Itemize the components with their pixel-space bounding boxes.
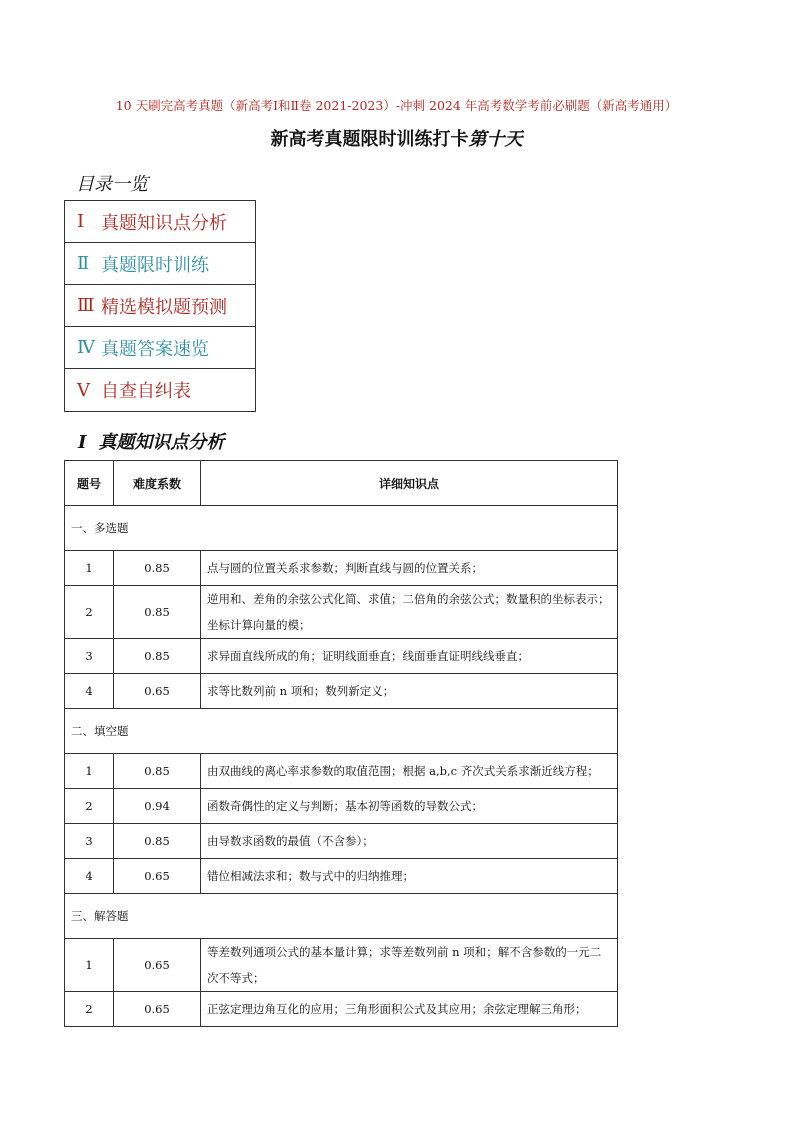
knowledge-detail: 由导数求函数的最值（不含参）； (201, 824, 618, 859)
question-number: 3 (65, 639, 114, 674)
section-title: 真题知识点分析 (98, 432, 225, 453)
toc-item-number: Ⅳ (77, 337, 95, 358)
page-title-day: 第十天 (468, 129, 523, 150)
toc-item-number: Ⅰ (77, 211, 85, 232)
toc-item-5[interactable] (65, 369, 255, 411)
difficulty-value: 0.65 (114, 859, 201, 894)
toc-item-4[interactable] (65, 327, 255, 369)
table-row (65, 754, 618, 789)
category-row (65, 894, 618, 939)
toc-item-label: 真题答案速览 (101, 338, 209, 360)
toc-item-label: 自查自纠表 (101, 381, 191, 402)
toc-item-label: 精选模拟题预测 (101, 296, 227, 318)
toc-item-3[interactable] (65, 285, 255, 327)
column-header-id: 题号 (65, 461, 114, 506)
knowledge-detail: 由双曲线的离心率求参数的取值范围；根据 a,b,c 齐次式关系求渐近线方程； (201, 754, 618, 789)
toc-heading: 目录一览 (76, 174, 148, 195)
table-row (65, 789, 618, 824)
difficulty-value: 0.65 (114, 674, 201, 709)
table-row (65, 639, 618, 674)
knowledge-detail: 正弦定理边角互化的应用；三角形面积公式及其应用；余弦定理解三角形； (201, 992, 618, 1027)
knowledge-detail: 错位相减法求和；数与式中的归纳推理； (201, 859, 618, 894)
table-row (65, 992, 618, 1027)
category-label: 二、填空题 (65, 709, 618, 754)
document-header-line: 10 天刷完高考真题（新高考Ⅰ和Ⅱ卷 2021-2023）-冲刺 2024 年高考数学考前必刷题（新高考通用） (115, 98, 678, 113)
column-header-detail: 详细知识点 (201, 461, 618, 506)
question-number: 1 (65, 551, 114, 586)
toc-item-number: Ⅴ (77, 379, 90, 401)
question-number: 1 (65, 754, 114, 789)
table-header-row (65, 461, 618, 506)
difficulty-value: 0.85 (114, 754, 201, 789)
toc-item-2[interactable] (65, 243, 255, 285)
table-row (65, 859, 618, 894)
knowledge-detail: 求异面直线所成的角；证明线面垂直；线面垂直证明线线垂直； (201, 639, 618, 674)
table-row (65, 939, 618, 992)
question-number: 2 (65, 586, 114, 639)
knowledge-point-table (64, 460, 618, 1027)
knowledge-detail: 函数奇偶性的定义与判断；基本初等函数的导数公式； (201, 789, 618, 824)
question-number: 4 (65, 674, 114, 709)
knowledge-detail: 等差数列通项公式的基本量计算；求等差数列前 n 项和；解不含参数的一元二次不等式； (201, 939, 618, 992)
table-row (65, 674, 618, 709)
toc-item-number: Ⅲ (77, 295, 95, 316)
question-number: 3 (65, 824, 114, 859)
toc-item-label: 真题知识点分析 (101, 212, 227, 234)
toc-item-1[interactable] (65, 201, 255, 243)
page-title-main: 新高考真题限时训练打卡 (270, 129, 469, 150)
category-label: 三、解答题 (65, 894, 618, 939)
knowledge-detail: 点与圆的位置关系求参数；判断直线与圆的位置关系； (201, 551, 618, 586)
question-number: 2 (65, 992, 114, 1027)
toc-item-number: Ⅱ (77, 253, 90, 274)
difficulty-value: 0.85 (114, 551, 201, 586)
table-row (65, 586, 618, 639)
question-number: 4 (65, 859, 114, 894)
section-heading (78, 428, 224, 454)
category-row (65, 709, 618, 754)
toc-item-label: 真题限时训练 (101, 254, 209, 276)
difficulty-value: 0.65 (114, 939, 201, 992)
table-row (65, 824, 618, 859)
category-row (65, 506, 618, 551)
column-header-difficulty: 难度系数 (114, 461, 201, 506)
category-label: 一、多选题 (65, 506, 618, 551)
difficulty-value: 0.85 (114, 824, 201, 859)
knowledge-detail: 求等比数列前 n 项和；数列新定义； (201, 674, 618, 709)
question-number: 1 (65, 939, 114, 992)
difficulty-value: 0.65 (114, 992, 201, 1027)
difficulty-value: 0.94 (114, 789, 201, 824)
section-number: Ⅰ (78, 432, 87, 453)
table-of-contents (64, 200, 256, 412)
question-number: 2 (65, 789, 114, 824)
page-title (0, 125, 793, 151)
difficulty-value: 0.85 (114, 586, 201, 639)
table-row (65, 551, 618, 586)
difficulty-value: 0.85 (114, 639, 201, 674)
knowledge-detail: 逆用和、差角的余弦公式化简、求值；二倍角的余弦公式；数量积的坐标表示；坐标计算向量的模； (201, 586, 618, 639)
